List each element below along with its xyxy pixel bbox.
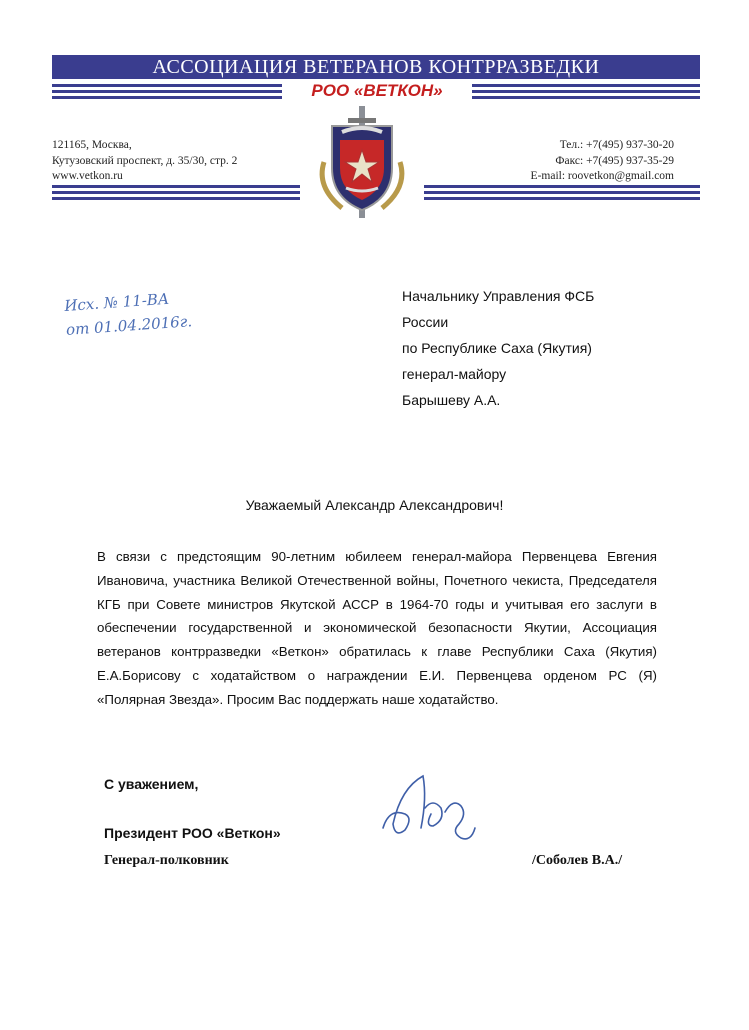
left-stripe xyxy=(52,185,300,188)
signatory-rank: Генерал-полковник xyxy=(104,853,229,868)
org-subtitle: РОО «ВЕТКОН» xyxy=(282,80,472,102)
handwritten-outgoing-number xyxy=(64,280,267,342)
email-line: E-mail: roovetkon@gmail.com xyxy=(530,170,674,182)
handwritten-line: от 01.04.2016г. xyxy=(65,312,193,339)
signatory-title: Президент РОО «Веткон» xyxy=(104,825,281,841)
left-stripe xyxy=(52,197,300,200)
addressee-line: генерал-майору xyxy=(402,366,507,382)
salutation: Уважаемый Александр Александрович! xyxy=(245,497,504,513)
body-paragraph: В связи с предстоящим 90-летним юбилеем генерал-майора Первенцева Евгения Ивановича, участника Великой Отечественной войны, Почетного чекиста, Председателя КГБ при Совете министров Якутской АССР в 1964-70 годы и учитывая его заслуги в обеспечении государственной и экономической безопасности Якутии, Ассоциация ветеранов контрразведки «Веткон» обратилась к главе Республики Саха (Якутия) Е.А.Борисову с ходатайством о награждении Е.И. Первенцева орденом РС (Я) «Полярная Звезда». Просим Вас поддержать наше ходатайство. xyxy=(97,549,657,707)
address-line: Кутузовский проспект, д. 35/30, стр. 2 xyxy=(52,154,238,167)
phone-line: Тел.: +7(495) 937-30-20 xyxy=(559,139,674,151)
shield-emblem-icon xyxy=(302,102,422,222)
org-address xyxy=(52,138,312,185)
handwritten-signature-icon xyxy=(375,768,480,848)
fax-line: Факс: +7(495) 937-35-29 xyxy=(555,154,674,167)
address-website: www.vetkon.ru xyxy=(52,170,123,182)
right-stripe xyxy=(424,191,700,194)
addressee-line: России xyxy=(402,314,449,330)
addressee-block xyxy=(402,283,702,413)
letter-body xyxy=(97,545,657,712)
addressee-line: по Республике Саха (Якутия) xyxy=(402,340,592,356)
address-line: 121165, Москва, xyxy=(52,139,132,151)
right-stripe xyxy=(424,197,700,200)
addressee-line: Барышеву А.А. xyxy=(402,392,501,408)
org-contacts xyxy=(430,138,674,185)
addressee-line: Начальнику Управления ФСБ xyxy=(402,288,595,304)
handwritten-line: Исх. № 11-ВА xyxy=(63,289,170,315)
left-stripe xyxy=(52,191,300,194)
signatory-name: /Соболев В.А./ xyxy=(532,853,623,868)
right-stripe xyxy=(424,185,700,188)
org-name-banner: АССОЦИАЦИЯ ВЕТЕРАНОВ КОНТРРАЗВЕДКИ xyxy=(52,55,700,79)
closing-phrase: С уважением, xyxy=(104,776,199,792)
